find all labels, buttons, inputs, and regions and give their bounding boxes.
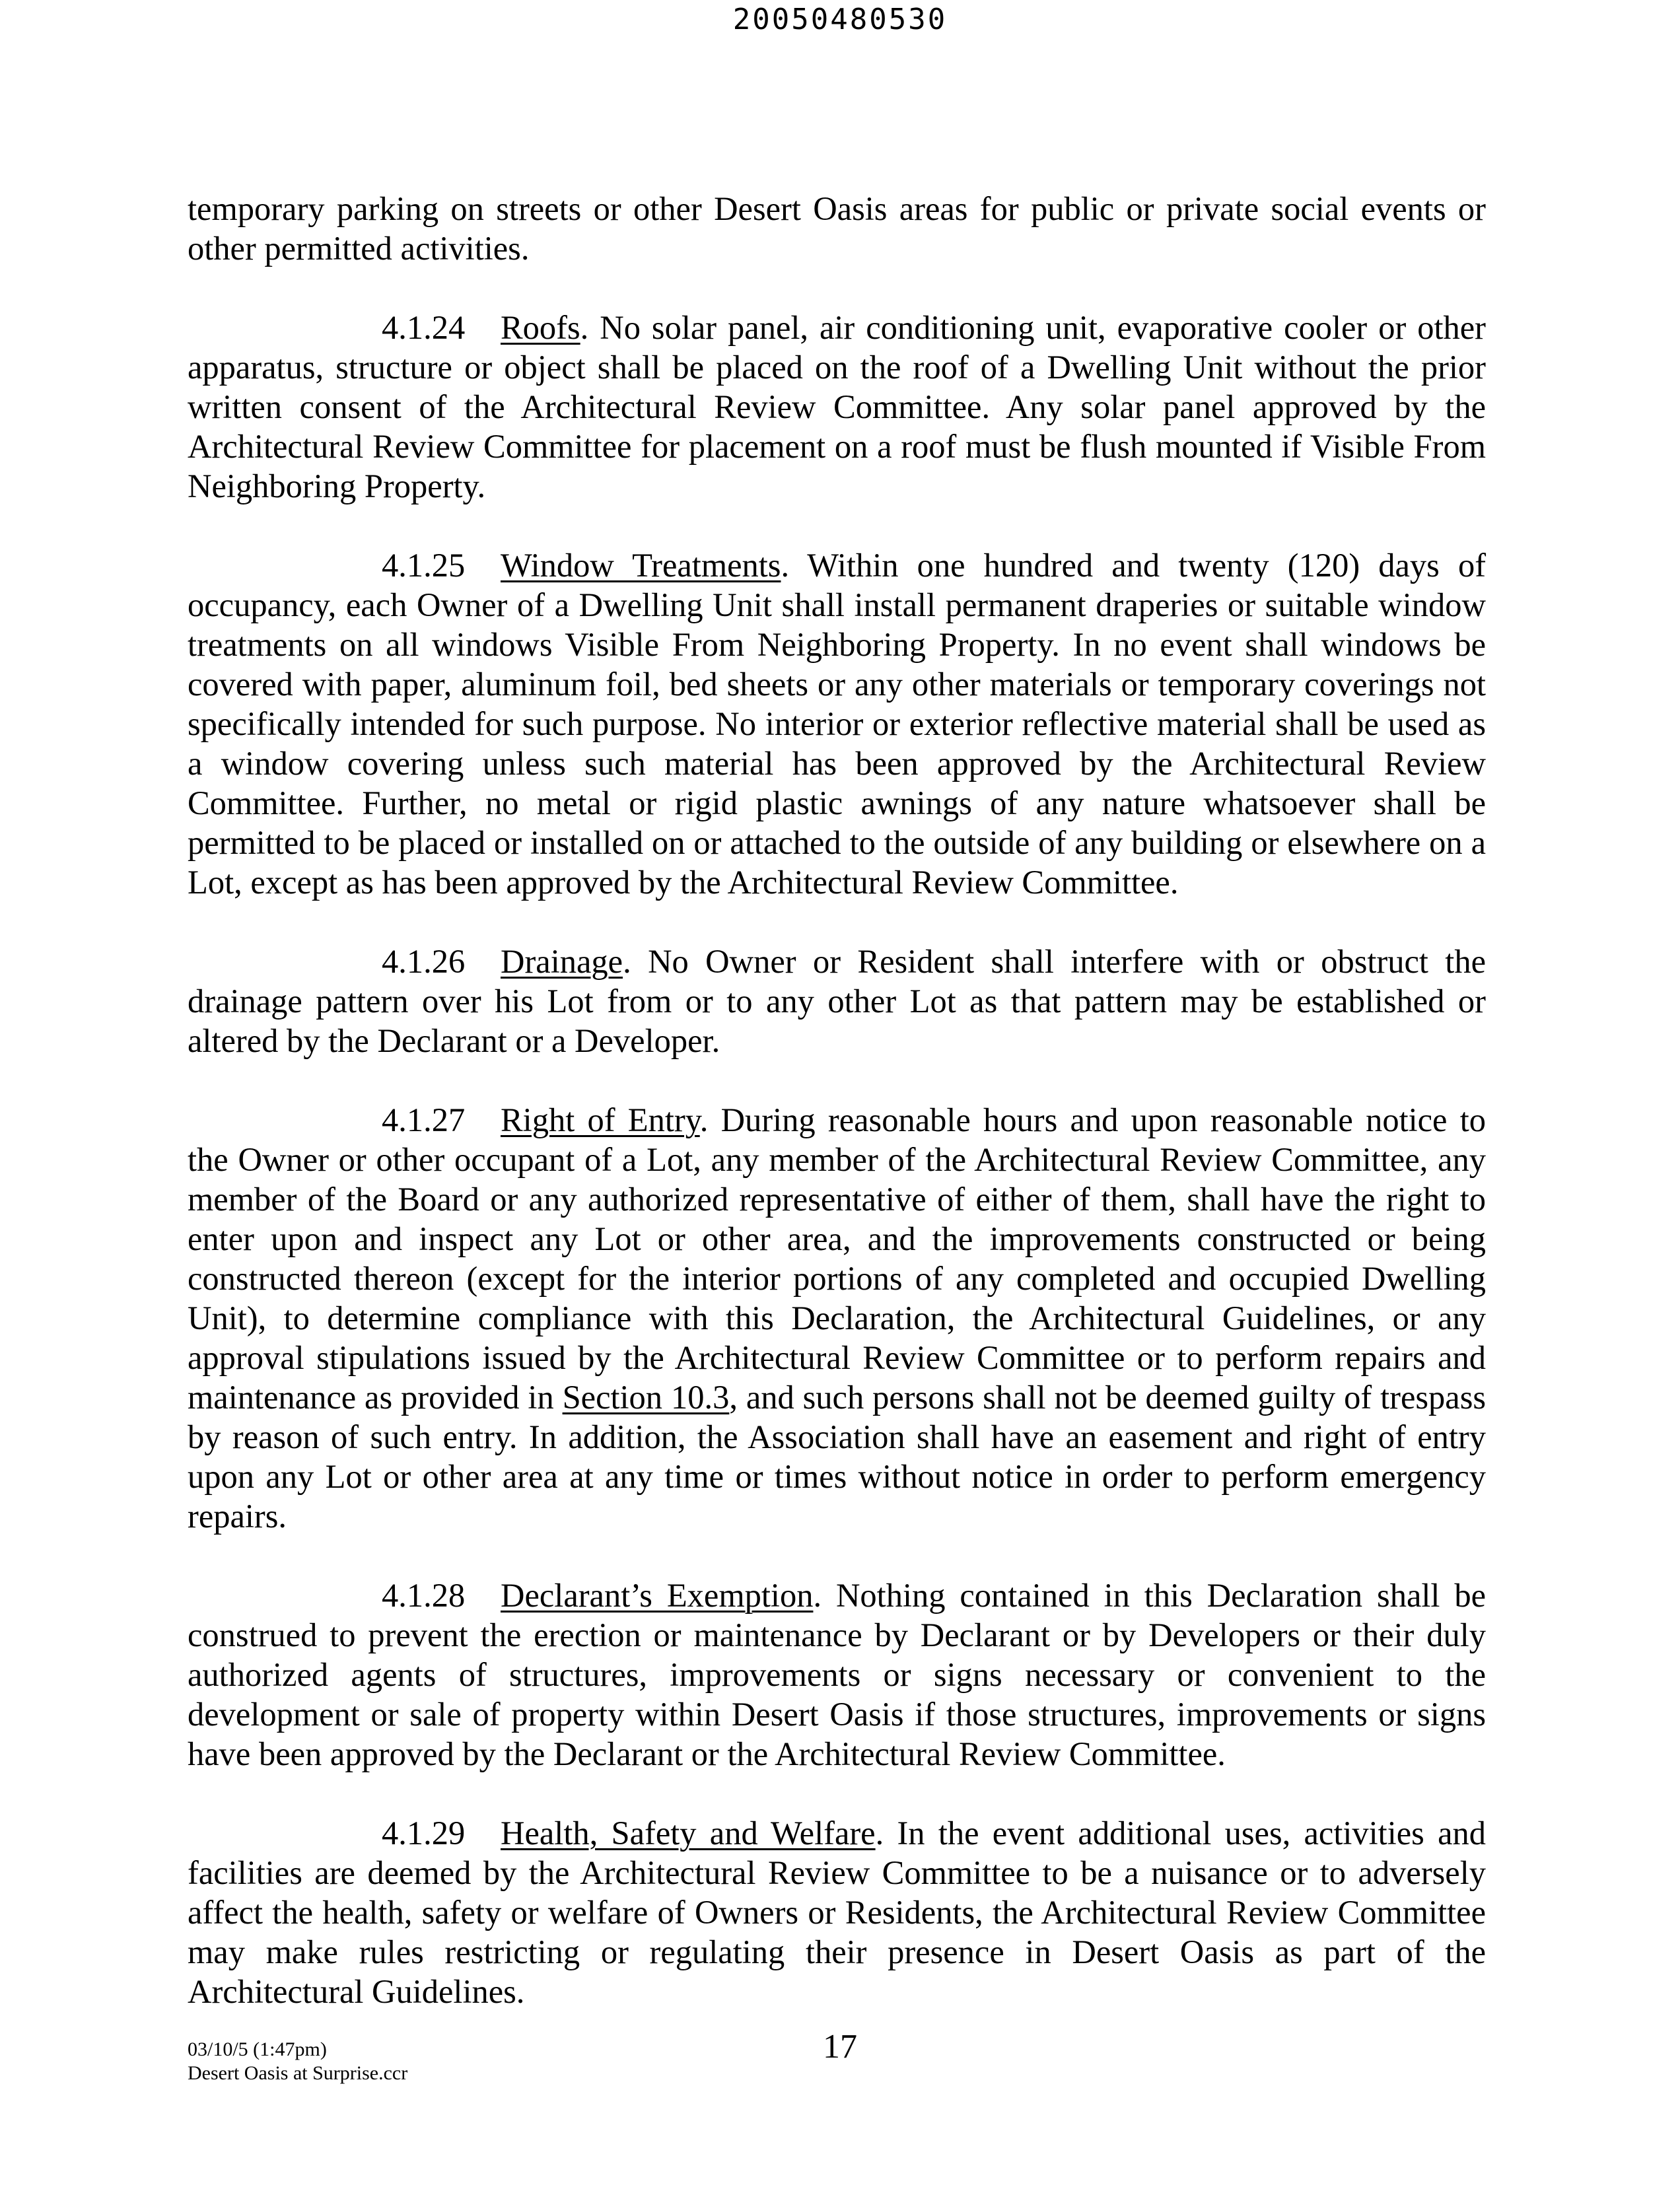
section-heading: Window Treatments <box>501 547 781 584</box>
section-reference: Section 10.3 <box>562 1379 730 1416</box>
continuation-paragraph: temporary parking on streets or other Desert Oasis areas for public or private social events or other permitted activities. <box>188 190 1486 267</box>
section-4-1-25 <box>188 545 1486 902</box>
footer-file-name: Desert Oasis at Surprise.ccr <box>188 2062 408 2084</box>
section-heading: Declarant’s Exemption <box>501 1577 814 1614</box>
section-4-1-29 <box>188 1813 1486 2011</box>
section-number: 4.1.27 <box>382 1101 466 1138</box>
section-body: . No Owner or Resident shall interfere with or obstruct the drainage pattern over his Lot from or to any other Lot as that pattern may be established or altered by the Declarant or a Developer. <box>188 943 1486 1059</box>
section-body: . In the event additional uses, activities and facilities are deemed by the Architectural Review Committee to be a nuisance or to adversely affect the health, safety or welfare of Owners or Residents, the Architectural Review Committee may make rules restricting or regulating their presence in Desert Oasis as part of the Architectural Guidelines. <box>188 1815 1486 2010</box>
section-body: . During reasonable hours and upon reasonable notice to the Owner or other occupant of a Lot, any member of the Architectural Review Committee, any member of the Board or any authorized representative of either of them, shall have the right to enter upon and inspect any Lot or other area, and the improvements constructed or being constructed thereon (except for the interior portions of any completed and occupied Dwelling Unit), to determine compliance with this Declaration, the Architectural Guidelines, or any approval stipulations issued by the Architectural Review Committee or to perform repairs and maintenance as provided in <box>188 1101 1486 1416</box>
section-body: . Within one hundred and twenty (120) days of occupancy, each Owner of a Dwelling Unit shall install permanent draperies or suitable window treatments on all windows Visible From Neighboring Property. In no event shall windows be covered with paper, aluminum foil, bed sheets or any other materials or temporary coverings not specifically intended for such purpose. No interior or exterior reflective material shall be used as a window covering unless such material has been approved by the Architectural Review Committee. Further, no metal or rigid plastic awnings of any nature whatsoever shall be permitted to be placed or installed on or attached to the outside of any building or elsewhere on a Lot, except as has been approved by the Architectural Review Committee. <box>188 547 1487 901</box>
section-4-1-24 <box>188 308 1486 506</box>
section-4-1-28 <box>188 1576 1486 1774</box>
section-heading: Drainage <box>501 943 623 980</box>
footer-date-stamp: 03/10/5 (1:47pm) <box>188 2038 327 2060</box>
page-body <box>188 189 1486 2051</box>
section-number: 4.1.25 <box>382 547 466 584</box>
section-heading: Right of Entry <box>501 1101 700 1138</box>
page-number: 17 <box>823 2028 857 2066</box>
section-body-continued: , and such persons shall not be deemed guilty of trespass by reason of such entry. In addition, the Association shall have an easement and right of entry upon any Lot or other area at any time or times without notice in order to perform emergency repairs. <box>188 1379 1486 1535</box>
document-number: 20050480530 <box>732 3 948 36</box>
section-body: . Nothing contained in this Declaration shall be construed to prevent the erection or maintenance by Declarant or by Developers or their duly authorized agents of structures, improvements or signs necessary or convenient to the development or sale of property within Desert Oasis if those structures, improvements or signs have been approved by the Declarant or the Architectural Review Committee. <box>188 1577 1486 1772</box>
section-number: 4.1.29 <box>382 1815 466 1852</box>
section-heading: Roofs <box>501 309 580 346</box>
section-number: 4.1.26 <box>382 943 466 980</box>
section-4-1-27 <box>188 1100 1486 1536</box>
section-4-1-26 <box>188 942 1486 1060</box>
section-number: 4.1.24 <box>382 309 466 346</box>
section-heading: Health, Safety and Welfare <box>501 1815 876 1852</box>
section-body: . No solar panel, air conditioning unit, evaporative cooler or other apparatus, structure or object shall be placed on the roof of a Dwelling Unit without the prior written consent of the Architectural Review Committee. Any solar panel approved by the Architectural Review Committee for placement on a roof must be flush mounted if Visible From Neighboring Property. <box>188 309 1486 504</box>
section-number: 4.1.28 <box>382 1577 466 1614</box>
